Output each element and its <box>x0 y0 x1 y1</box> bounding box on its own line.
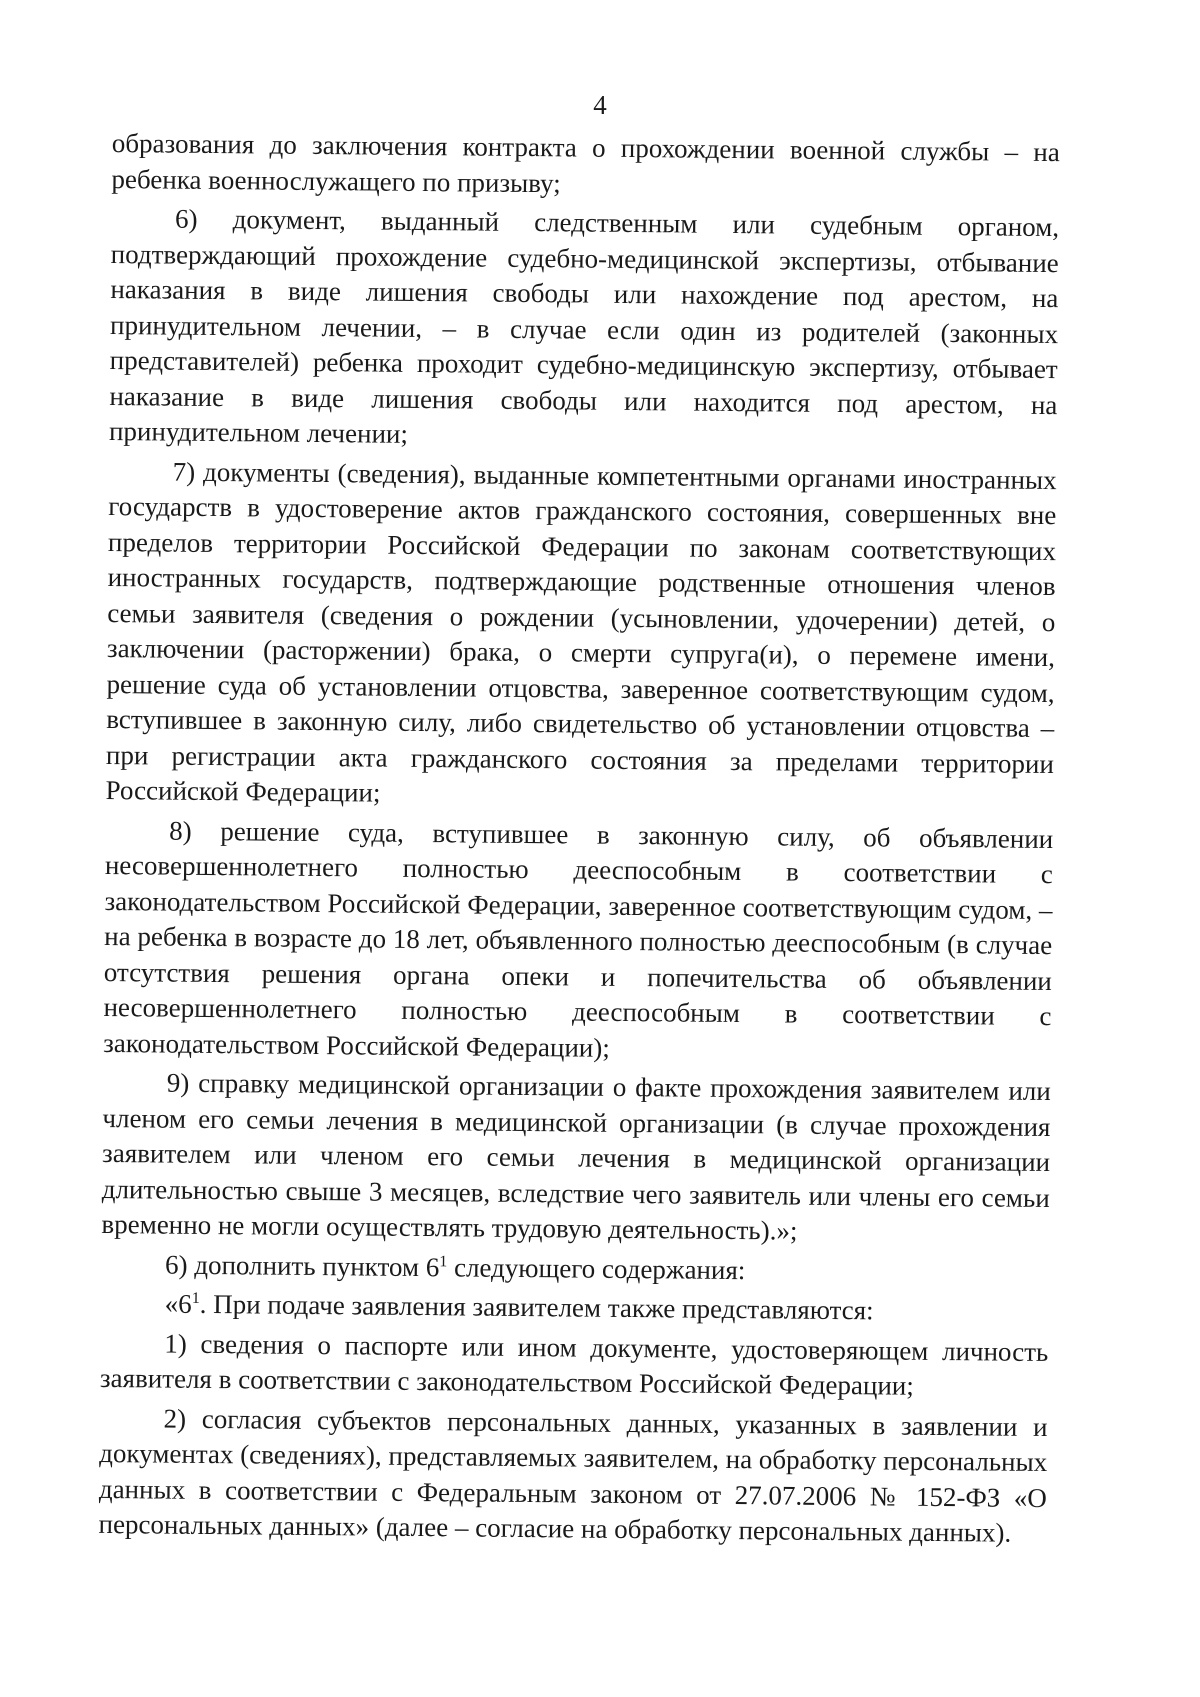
paragraph-amendment-6 <box>101 1246 1049 1291</box>
paragraph-item-6: 6) документ, выданный следственным или судебным органом, подтверждающий прохождение судебно-медицинской экспертизы, отбывание наказания в виде лишения свободы или нахождение под арестом, на принудительном лечении, – в случае если один из родителей (законных представителей) ребенка проходит судебно-медицинскую экспертизу, отбывает наказание в виде лишения свободы или находится под арестом, на принудительном лечении; <box>108 203 1060 449</box>
point-6-1-superscript: 1 <box>191 1289 200 1307</box>
paragraph-item-9: 9) справку медицинской организации о факте прохождения заявителем или членом его семьи лечения в медицинской организации (в случае прохождения заявителем или членом его семьи лечения в медицинской организации длительностью свыше 3 месяцев, вследствие чего заявитель или члены его семьи временно не могли осуществлять трудовую деятельность).»; <box>101 1067 1051 1246</box>
paragraph-continuation: образования до заключения контракта о прохождении военной службы – на ребенка военнослужащего по призыву; <box>111 127 1060 198</box>
paragraph-point-6-1 <box>101 1286 1049 1331</box>
point-6-1-text-after: . При подаче заявления заявителем также представляются: <box>199 1288 874 1326</box>
paragraph-subitem-2: 2) согласия субъектов персональных данных, указанных в заявлении и документах (сведениях), представляемых заявителем, на обработку персональных данных в соответствии с Федеральным законом от 27.07.2006 № 152-ФЗ «О персональных данных» (далее – согласие на обработку персональных данных). <box>98 1403 1048 1548</box>
paragraph-item-7: 7) документы (сведения), выданные компетентными органами иностранных государств в удостоверение актов гражданского состояния, совершенных вне пределов территории Российской Федерации по законам соответствующих иностранных государств, подтверждающие родственные отношения членов семьи заявителя (сведения о рождении (усыновлении, удочерении) детей, о заключении (расторжении) брака, о смерти супруга(и), о перемене имени, решение суда об установлении отцовства, заверенное соответствующим судом, вступившее в законную силу, либо свидетельство об установлении отцовства – при регистрации акта гражданского состояния за пределами территории Российской Федерации; <box>105 456 1057 808</box>
document-body <box>98 126 1060 1556</box>
page-number: 4 <box>593 90 607 120</box>
paragraph-item-8: 8) решение суда, вступившее в законную силу, об объявлении несовершеннолетнего полностью дееспособным в соответствии с законодательством Российской Федерации, заверенное соответствующим судом, – на ребенка в возрасте до 18 лет, объявленного полностью дееспособным (в случае отсутствия решения органа опеки и попечительства об объявлении несовершеннолетнего полностью дееспособным в соответствии с законодательством Российской Федерации); <box>103 815 1054 1063</box>
paragraph-subitem-1: 1) сведения о паспорте или ином документе, удостоверяющем личность заявителя в соответствии с законодательством Российской Федерации; <box>99 1328 1049 1401</box>
amendment-6-text-after: следующего содержания: <box>447 1251 746 1285</box>
point-6-1-text-before: «6 <box>164 1288 192 1319</box>
amendment-6-superscript: 1 <box>439 1252 448 1270</box>
amendment-6-text-before: 6) дополнить пунктом 6 <box>164 1249 440 1282</box>
